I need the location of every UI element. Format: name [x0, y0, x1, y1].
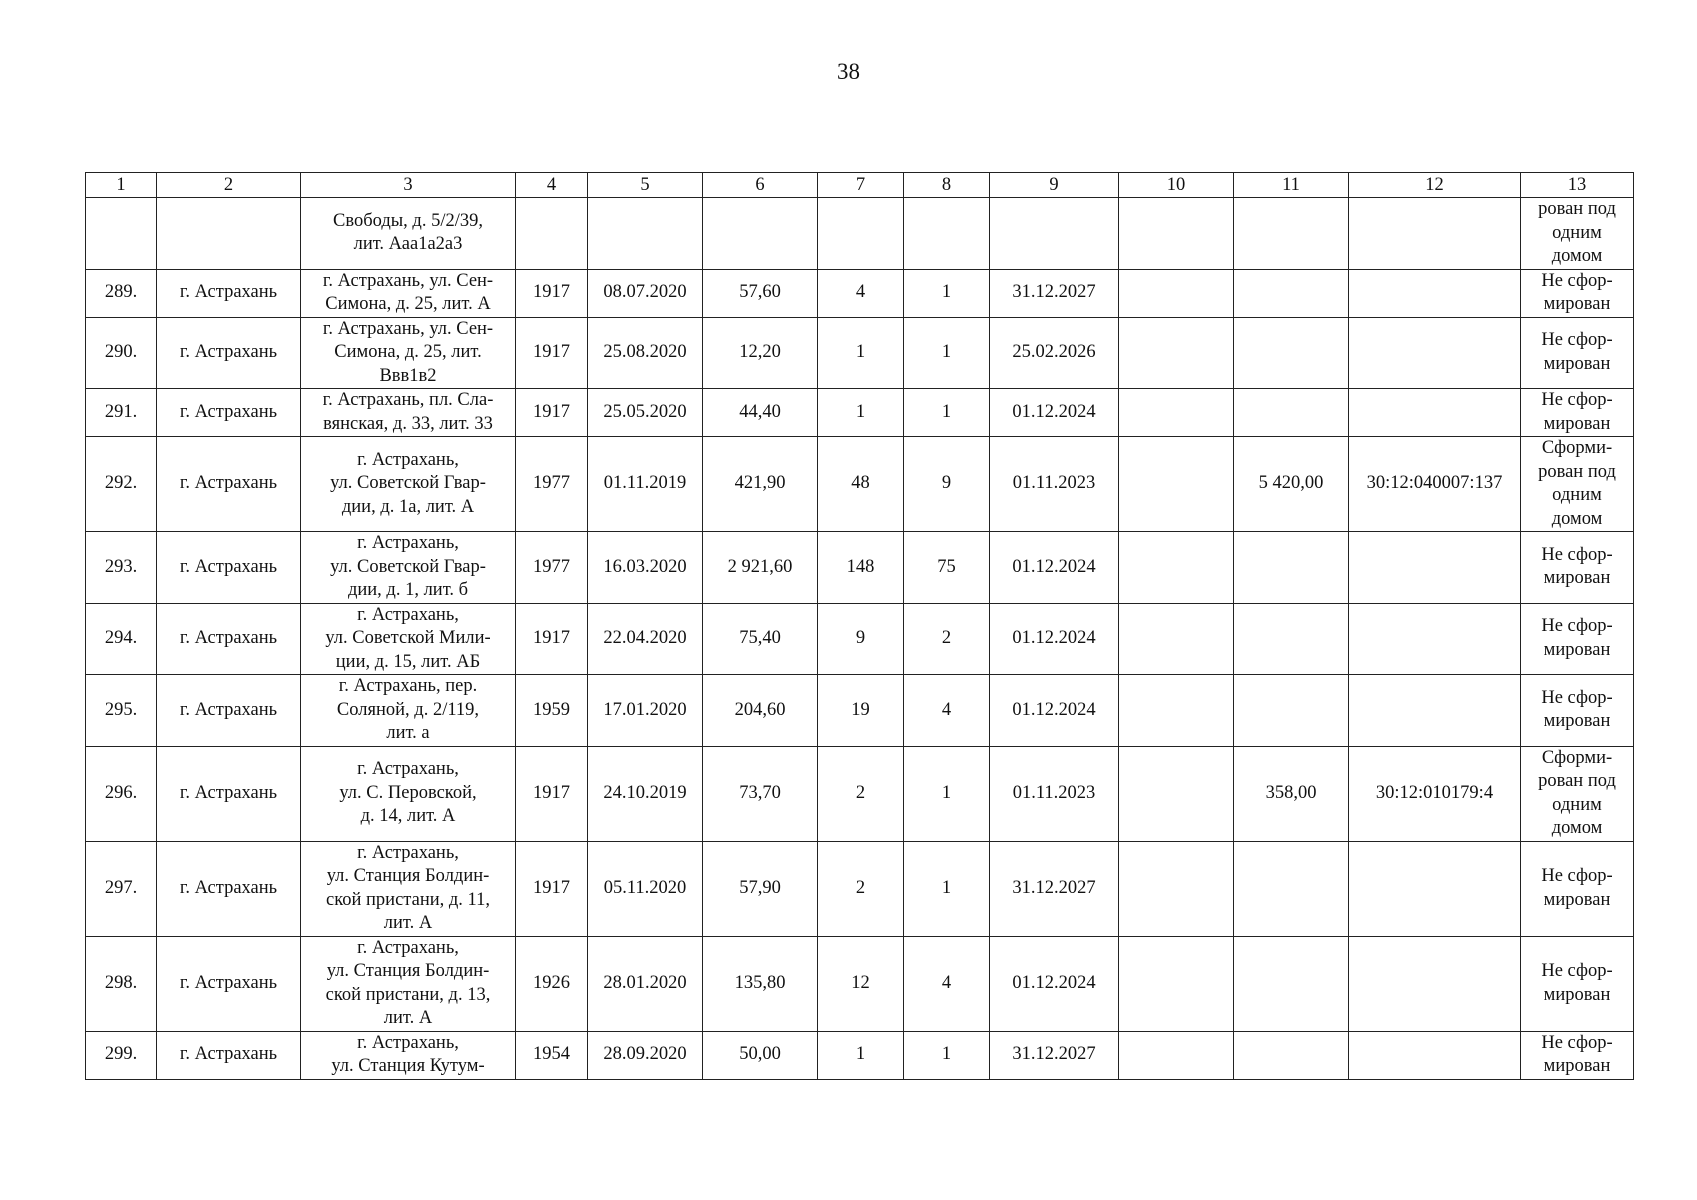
cell-col10	[1119, 437, 1234, 532]
cell-cadastral-number	[1349, 936, 1521, 1031]
cell-deadline: 01.11.2023	[990, 437, 1119, 532]
cell-cadastral-number	[1349, 675, 1521, 747]
cell-apartments: 1	[904, 841, 990, 936]
cell-status: Не сфор- мирован	[1521, 603, 1634, 675]
cell-apartments: 1	[904, 746, 990, 841]
cell-number: 295.	[86, 675, 157, 747]
cell-number: 290.	[86, 317, 157, 389]
housing-registry-table	[85, 172, 1634, 1080]
cell-area: 135,80	[703, 936, 818, 1031]
cell-apartments: 1	[904, 389, 990, 437]
cell-status: Не сфор- мирован	[1521, 389, 1634, 437]
cell-deadline: 01.12.2024	[990, 532, 1119, 604]
cell-col10	[1119, 317, 1234, 389]
cell-status: Не сфор- мирован	[1521, 532, 1634, 604]
cell-land-area	[1234, 936, 1349, 1031]
cell-number: 299.	[86, 1031, 157, 1079]
cell-land-area: 5 420,00	[1234, 437, 1349, 532]
cell-residents: 12	[818, 936, 904, 1031]
cell-year: 1917	[516, 317, 588, 389]
cell-status: Сформи- рован под одним домом	[1521, 746, 1634, 841]
cell-address: г. Астрахань, ул. Сен- Симона, д. 25, лит. Ввв1в2	[301, 317, 516, 389]
cell-year: 1959	[516, 675, 588, 747]
cell-residents	[818, 198, 904, 270]
cell-status: рован под одним домом	[1521, 198, 1634, 270]
cell-cadastral-number	[1349, 198, 1521, 270]
table-row	[86, 532, 1634, 604]
cell-date: 01.11.2019	[588, 437, 703, 532]
cell-address: г. Астрахань, ул. Советской Гвар- дии, д. 1а, лит. А	[301, 437, 516, 532]
cell-apartments: 75	[904, 532, 990, 604]
column-header-4: 4	[516, 173, 588, 198]
table-row	[86, 936, 1634, 1031]
cell-year	[516, 198, 588, 270]
cell-col10	[1119, 1031, 1234, 1079]
cell-address: г. Астрахань, ул. Советской Гвар- дии, д. 1, лит. б	[301, 532, 516, 604]
cell-residents: 48	[818, 437, 904, 532]
cell-year: 1926	[516, 936, 588, 1031]
cell-apartments: 1	[904, 1031, 990, 1079]
cell-land-area	[1234, 841, 1349, 936]
cell-residents: 1	[818, 317, 904, 389]
cell-residents: 148	[818, 532, 904, 604]
cell-number: 297.	[86, 841, 157, 936]
cell-col10	[1119, 675, 1234, 747]
cell-apartments: 4	[904, 936, 990, 1031]
cell-address: г. Астрахань, ул. Станция Болдин- ской пристани, д. 11, лит. А	[301, 841, 516, 936]
cell-deadline	[990, 198, 1119, 270]
column-header-7: 7	[818, 173, 904, 198]
cell-status: Не сфор- мирован	[1521, 841, 1634, 936]
cell-land-area	[1234, 269, 1349, 317]
cell-deadline: 25.02.2026	[990, 317, 1119, 389]
cell-deadline: 31.12.2027	[990, 1031, 1119, 1079]
cell-residents: 19	[818, 675, 904, 747]
cell-city: г. Астрахань	[157, 317, 301, 389]
cell-city: г. Астрахань	[157, 389, 301, 437]
column-header-12: 12	[1349, 173, 1521, 198]
cell-cadastral-number	[1349, 603, 1521, 675]
cell-date: 24.10.2019	[588, 746, 703, 841]
cell-area: 75,40	[703, 603, 818, 675]
table-row	[86, 746, 1634, 841]
cell-date: 28.09.2020	[588, 1031, 703, 1079]
cell-date: 08.07.2020	[588, 269, 703, 317]
cell-number: 298.	[86, 936, 157, 1031]
cell-apartments: 1	[904, 269, 990, 317]
cell-address: Свободы, д. 5/2/39, лит. Ааа1а2а3	[301, 198, 516, 270]
table-row	[86, 198, 1634, 270]
cell-date: 22.04.2020	[588, 603, 703, 675]
column-header-1: 1	[86, 173, 157, 198]
cell-status: Сформи- рован под одним домом	[1521, 437, 1634, 532]
column-header-8: 8	[904, 173, 990, 198]
cell-land-area	[1234, 389, 1349, 437]
cell-deadline: 01.12.2024	[990, 603, 1119, 675]
cell-cadastral-number	[1349, 841, 1521, 936]
cell-deadline: 01.12.2024	[990, 389, 1119, 437]
column-number-header-row	[86, 173, 1634, 198]
cell-city: г. Астрахань	[157, 532, 301, 604]
cell-date: 25.05.2020	[588, 389, 703, 437]
cell-year: 1954	[516, 1031, 588, 1079]
cell-area: 2 921,60	[703, 532, 818, 604]
cell-cadastral-number	[1349, 317, 1521, 389]
cell-residents: 4	[818, 269, 904, 317]
cell-col10	[1119, 603, 1234, 675]
cell-col10	[1119, 198, 1234, 270]
table-body	[86, 198, 1634, 1080]
column-header-3: 3	[301, 173, 516, 198]
cell-residents: 2	[818, 746, 904, 841]
cell-col10	[1119, 936, 1234, 1031]
table-row	[86, 675, 1634, 747]
page-number: 38	[837, 59, 860, 84]
cell-address: г. Астрахань, пл. Сла- вянская, д. 33, лит. 33	[301, 389, 516, 437]
cell-area: 50,00	[703, 1031, 818, 1079]
cell-year: 1917	[516, 603, 588, 675]
cell-date: 28.01.2020	[588, 936, 703, 1031]
table-row	[86, 841, 1634, 936]
cell-area: 44,40	[703, 389, 818, 437]
cell-apartments: 9	[904, 437, 990, 532]
cell-col10	[1119, 841, 1234, 936]
column-header-11: 11	[1234, 173, 1349, 198]
cell-number: 292.	[86, 437, 157, 532]
table-row	[86, 389, 1634, 437]
cell-land-area	[1234, 532, 1349, 604]
table-row	[86, 603, 1634, 675]
cell-address: г. Астрахань, ул. С. Перовской, д. 14, лит. А	[301, 746, 516, 841]
cell-land-area	[1234, 198, 1349, 270]
column-header-2: 2	[157, 173, 301, 198]
cell-address: г. Астрахань, ул. Станция Кутум-	[301, 1031, 516, 1079]
cell-address: г. Астрахань, ул. Советской Мили- ции, д. 15, лит. АБ	[301, 603, 516, 675]
cell-year: 1917	[516, 841, 588, 936]
cell-area: 204,60	[703, 675, 818, 747]
cell-col10	[1119, 532, 1234, 604]
cell-deadline: 01.12.2024	[990, 936, 1119, 1031]
cell-year: 1977	[516, 532, 588, 604]
cell-status: Не сфор- мирован	[1521, 675, 1634, 747]
column-header-5: 5	[588, 173, 703, 198]
cell-address: г. Астрахань, ул. Станция Болдин- ской пристани, д. 13, лит. А	[301, 936, 516, 1031]
cell-apartments: 2	[904, 603, 990, 675]
cell-cadastral-number	[1349, 1031, 1521, 1079]
cell-date: 25.08.2020	[588, 317, 703, 389]
cell-year: 1917	[516, 389, 588, 437]
cell-land-area	[1234, 603, 1349, 675]
cell-number: 293.	[86, 532, 157, 604]
cell-cadastral-number: 30:12:010179:4	[1349, 746, 1521, 841]
table-row	[86, 269, 1634, 317]
cell-deadline: 01.12.2024	[990, 675, 1119, 747]
cell-city: г. Астрахань	[157, 841, 301, 936]
cell-residents: 1	[818, 389, 904, 437]
cell-deadline: 31.12.2027	[990, 269, 1119, 317]
cell-city: г. Астрахань	[157, 269, 301, 317]
cell-land-area	[1234, 317, 1349, 389]
cell-number: 291.	[86, 389, 157, 437]
cell-number	[86, 198, 157, 270]
cell-area: 57,60	[703, 269, 818, 317]
cell-year: 1917	[516, 746, 588, 841]
cell-date: 05.11.2020	[588, 841, 703, 936]
cell-city: г. Астрахань	[157, 936, 301, 1031]
cell-date: 17.01.2020	[588, 675, 703, 747]
cell-address: г. Астрахань, пер. Соляной, д. 2/119, лит. а	[301, 675, 516, 747]
cell-land-area	[1234, 675, 1349, 747]
cell-land-area: 358,00	[1234, 746, 1349, 841]
cell-number: 296.	[86, 746, 157, 841]
cell-year: 1977	[516, 437, 588, 532]
cell-cadastral-number	[1349, 532, 1521, 604]
cell-area: 73,70	[703, 746, 818, 841]
cell-col10	[1119, 746, 1234, 841]
cell-number: 294.	[86, 603, 157, 675]
column-header-10: 10	[1119, 173, 1234, 198]
cell-year: 1917	[516, 269, 588, 317]
cell-cadastral-number: 30:12:040007:137	[1349, 437, 1521, 532]
table-row	[86, 1031, 1634, 1079]
cell-residents: 1	[818, 1031, 904, 1079]
cell-cadastral-number	[1349, 269, 1521, 317]
cell-cadastral-number	[1349, 389, 1521, 437]
cell-city: г. Астрахань	[157, 746, 301, 841]
cell-residents: 9	[818, 603, 904, 675]
column-header-13: 13	[1521, 173, 1634, 198]
cell-status: Не сфор- мирован	[1521, 269, 1634, 317]
cell-status: Не сфор- мирован	[1521, 1031, 1634, 1079]
cell-status: Не сфор- мирован	[1521, 936, 1634, 1031]
column-header-6: 6	[703, 173, 818, 198]
cell-area: 12,20	[703, 317, 818, 389]
cell-deadline: 01.11.2023	[990, 746, 1119, 841]
cell-city: г. Астрахань	[157, 603, 301, 675]
cell-apartments	[904, 198, 990, 270]
cell-col10	[1119, 389, 1234, 437]
table-row	[86, 317, 1634, 389]
cell-status: Не сфор- мирован	[1521, 317, 1634, 389]
cell-date: 16.03.2020	[588, 532, 703, 604]
cell-residents: 2	[818, 841, 904, 936]
cell-number: 289.	[86, 269, 157, 317]
cell-city	[157, 198, 301, 270]
cell-area: 57,90	[703, 841, 818, 936]
cell-city: г. Астрахань	[157, 437, 301, 532]
column-header-9: 9	[990, 173, 1119, 198]
cell-apartments: 1	[904, 317, 990, 389]
cell-deadline: 31.12.2027	[990, 841, 1119, 936]
cell-date	[588, 198, 703, 270]
cell-land-area	[1234, 1031, 1349, 1079]
cell-city: г. Астрахань	[157, 1031, 301, 1079]
cell-apartments: 4	[904, 675, 990, 747]
cell-col10	[1119, 269, 1234, 317]
cell-area	[703, 198, 818, 270]
table-row	[86, 437, 1634, 532]
cell-city: г. Астрахань	[157, 675, 301, 747]
cell-address: г. Астрахань, ул. Сен- Симона, д. 25, лит. А	[301, 269, 516, 317]
cell-area: 421,90	[703, 437, 818, 532]
